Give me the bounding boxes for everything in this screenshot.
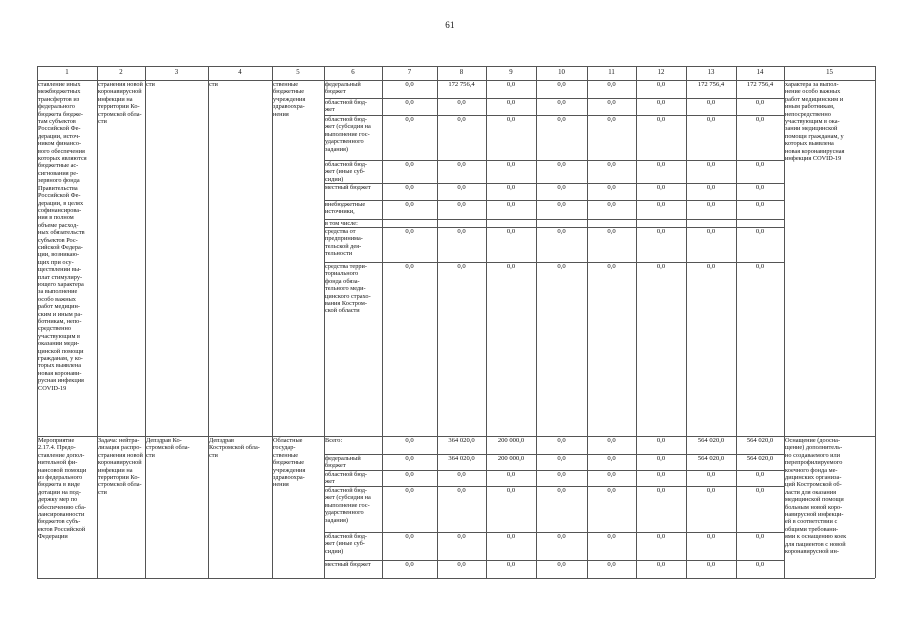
amount-cell: 0,0 bbox=[405, 455, 414, 462]
amount-cell: 0,0 bbox=[607, 161, 616, 168]
amount-cell: 0,0 bbox=[557, 99, 566, 106]
amount-cell: 564 020,0 bbox=[697, 455, 725, 462]
funding-source-label: федеральный бюджет bbox=[325, 455, 361, 469]
amount-cell: 0,0 bbox=[607, 263, 616, 270]
amount-cell: 0,0 bbox=[755, 99, 765, 106]
amount-cell: 0,0 bbox=[607, 99, 616, 106]
amount-cell: 0,0 bbox=[656, 184, 666, 191]
amount-cell: 0,0 bbox=[405, 487, 414, 494]
amount-cell: 0,0 bbox=[557, 201, 566, 208]
text-cell: Областные государ- ственные бюджетные учреждения здравоохра- нения bbox=[273, 437, 306, 489]
amount-cell: 0,0 bbox=[607, 201, 616, 208]
amount-cell: 0,0 bbox=[557, 471, 566, 478]
amount-cell: 0,0 bbox=[557, 263, 566, 270]
amount-cell: 0,0 bbox=[405, 184, 414, 191]
amount-cell: 0,0 bbox=[457, 116, 466, 123]
amount-cell: 0,0 bbox=[457, 487, 466, 494]
amount-cell: 0,0 bbox=[607, 471, 616, 478]
table-rule bbox=[37, 66, 875, 67]
funding-source-label: областной бюд- жет (субсидия на выполнение гос- ударственного задания) bbox=[325, 487, 371, 524]
amount-cell: 0,0 bbox=[706, 184, 716, 191]
amount-cell: 0,0 bbox=[656, 263, 666, 270]
text-cell: Мероприятие 2.17.4. Предо- ставление допол- нительной фи- нансовой помощи из федерального бюджета в виде дотации на под- держку мер по обеспечению сба- лансированности бюджетов субъ- ектов Российской Федерации bbox=[38, 437, 87, 541]
amount-cell: 0,0 bbox=[457, 471, 466, 478]
amount-cell: 0,0 bbox=[506, 201, 516, 208]
amount-cell: 0,0 bbox=[457, 561, 466, 568]
amount-cell: 0,0 bbox=[706, 99, 716, 106]
amount-cell: 0,0 bbox=[405, 116, 414, 123]
amount-cell: 0,0 bbox=[755, 228, 765, 235]
amount-cell: 364 020,0 bbox=[448, 455, 475, 462]
text-cell: сти bbox=[209, 81, 218, 88]
amount-cell: 0,0 bbox=[557, 533, 566, 540]
column-number-header: 11 bbox=[608, 69, 615, 76]
amount-cell: 0,0 bbox=[506, 184, 516, 191]
amount-cell: 0,0 bbox=[405, 471, 414, 478]
text-cell: Оснащение (доосна- щение) дополнитель- но создаваемого или перепрофилируемого коечного фонда ме- дицинских организа- ций Костромской об- ласти для оказания медицинской помощи больным новой коро- навирусной инфекци- ей в соответствии с общими требовани- ями к оснащению коек для пациентов с новой коронавирусной ин- bbox=[785, 437, 847, 556]
amount-cell: 0,0 bbox=[506, 263, 516, 270]
amount-cell: 0,0 bbox=[656, 228, 666, 235]
amount-cell: 0,0 bbox=[457, 201, 466, 208]
table-rule bbox=[486, 66, 487, 578]
amount-cell: 0,0 bbox=[506, 471, 516, 478]
amount-cell: 564 020,0 bbox=[697, 437, 725, 444]
amount-cell: 0,0 bbox=[656, 487, 666, 494]
amount-cell: 0,0 bbox=[457, 228, 466, 235]
column-number-header: 6 bbox=[351, 69, 355, 76]
page-number: 61 bbox=[445, 20, 455, 30]
amount-cell: 0,0 bbox=[405, 161, 414, 168]
amount-cell: 0,0 bbox=[656, 99, 666, 106]
amount-cell: 0,0 bbox=[607, 184, 616, 191]
table-rule bbox=[324, 219, 784, 220]
amount-cell: 0,0 bbox=[557, 437, 566, 444]
column-number-header: 8 bbox=[459, 69, 464, 76]
amount-cell: 0,0 bbox=[405, 228, 414, 235]
amount-cell: 0,0 bbox=[706, 471, 716, 478]
amount-cell: 0,0 bbox=[405, 561, 414, 568]
amount-cell: 0,0 bbox=[506, 487, 516, 494]
amount-cell: 0,0 bbox=[755, 487, 765, 494]
table-rule bbox=[875, 66, 876, 578]
amount-cell: 0,0 bbox=[706, 533, 716, 540]
amount-cell: 0,0 bbox=[506, 561, 516, 568]
amount-cell: 0,0 bbox=[557, 228, 566, 235]
amount-cell: 0,0 bbox=[755, 184, 765, 191]
column-number-header: 13 bbox=[707, 69, 715, 76]
funding-source-label: областной бюд- жет bbox=[325, 99, 368, 114]
funding-source-label: федеральный бюджет bbox=[325, 81, 361, 96]
amount-cell: 0,0 bbox=[656, 116, 666, 123]
text-cell: Депздрав Костромской обла- сти bbox=[209, 437, 260, 459]
amount-cell: 0,0 bbox=[755, 201, 765, 208]
text-cell: ставление иных межбюджетных трансфертов из федерального бюджета бюдже- там субъектов Российской Фе- дерации, источ- ником финансо- вого обеспечения которых являются бюджетные ас- сигнования ре- зервного фонда Правительства Российской Фе- дерации, в целях софинансирова- ния в полном объеме расход- ных обязательств субъектов Рос- сийской Федера- ции, возникаю- щих при осу- ществлении вы- плат стимулиру- ющего характера за выполнение особо важных работ медицин- ским и иным ра- ботникам, непо- средственно участвующим в оказании меди- цинской помощи гражданам, у ко- торых выявлена новая коронави- русная инфекция COVID-19 bbox=[38, 81, 87, 392]
amount-cell: 0,0 bbox=[557, 81, 566, 88]
funding-source-label: местный бюджет bbox=[325, 561, 371, 568]
column-number-header: 14 bbox=[756, 69, 764, 76]
amount-cell: 0,0 bbox=[706, 161, 716, 168]
amount-cell: 0,0 bbox=[557, 116, 566, 123]
table-rule bbox=[382, 66, 383, 578]
amount-cell: 0,0 bbox=[557, 455, 566, 462]
amount-cell: 0,0 bbox=[607, 81, 616, 88]
amount-cell: 0,0 bbox=[607, 437, 616, 444]
funding-source-label: областной бюд- жет bbox=[325, 471, 368, 485]
amount-cell: 0,0 bbox=[457, 99, 466, 106]
table-rule bbox=[587, 66, 588, 578]
table-rule bbox=[37, 578, 875, 579]
text-cell: сти bbox=[146, 81, 155, 88]
amount-cell: 364 020,0 bbox=[448, 437, 475, 444]
column-number-header: 9 bbox=[509, 69, 513, 76]
amount-cell: 0,0 bbox=[656, 81, 666, 88]
amount-cell: 172 756,4 bbox=[746, 81, 774, 88]
text-cell: характера за выпол- нение особо важных работ медицинским и иным работникам, непосредственно участвующим в ока- зании медицинской помощи гражданам, у которых выявлена новая коронавирусная инфекция COVID-19 bbox=[785, 81, 845, 163]
text-cell: Задача: нейтра- лизация распро- странения новой коронавирусной инфекции на территории Ко- стромской обла- сти bbox=[98, 437, 143, 496]
amount-cell: 0,0 bbox=[557, 487, 566, 494]
table-rule bbox=[686, 66, 687, 578]
table-rule bbox=[536, 66, 537, 578]
amount-cell: 0,0 bbox=[706, 487, 716, 494]
column-number-header: 2 bbox=[119, 69, 123, 76]
funding-source-label: средства от предпринима- тельской дея- тельности bbox=[325, 228, 363, 258]
table-rule bbox=[736, 66, 737, 578]
funding-source-label: областной бюд- жет (иные суб- сидии) bbox=[325, 533, 368, 555]
column-number-header: 12 bbox=[657, 69, 665, 76]
amount-cell: 0,0 bbox=[607, 487, 616, 494]
amount-cell: 0,0 bbox=[755, 263, 765, 270]
amount-cell: 0,0 bbox=[656, 201, 666, 208]
amount-cell: 0,0 bbox=[607, 455, 616, 462]
funding-source-label: в том числе: bbox=[325, 220, 358, 226]
amount-cell: 0,0 bbox=[755, 533, 765, 540]
amount-cell: 172 756,4 bbox=[448, 81, 475, 88]
amount-cell: 0,0 bbox=[405, 437, 414, 444]
amount-cell: 564 020,0 bbox=[746, 455, 774, 462]
amount-cell: 0,0 bbox=[607, 228, 616, 235]
amount-cell: 0,0 bbox=[755, 561, 765, 568]
amount-cell: 0,0 bbox=[506, 116, 516, 123]
column-number-header: 10 bbox=[558, 69, 565, 76]
column-number-header: 15 bbox=[826, 69, 833, 76]
funding-source-label: внебюджетные источники, bbox=[325, 201, 366, 216]
text-cell: ственные бюджетные учреждения здравоохра- нения bbox=[273, 81, 306, 118]
amount-cell: 0,0 bbox=[706, 228, 716, 235]
amount-cell: 0,0 bbox=[405, 533, 414, 540]
funding-source-label: местный бюджет bbox=[325, 184, 371, 191]
funding-source-label: областной бюд- жет (субсидия на выполнение гос- ударственного задания) bbox=[325, 116, 371, 153]
amount-cell: 200 000,0 bbox=[497, 455, 525, 462]
amount-cell: 0,0 bbox=[656, 161, 666, 168]
amount-cell: 0,0 bbox=[706, 263, 716, 270]
amount-cell: 0,0 bbox=[607, 561, 616, 568]
amount-cell: 0,0 bbox=[557, 184, 566, 191]
text-cell: Депздрав Ко- стромской обла- сти bbox=[146, 437, 190, 459]
funding-source-label: Всего: bbox=[325, 437, 343, 444]
amount-cell: 0,0 bbox=[656, 437, 666, 444]
amount-cell: 200 000,0 bbox=[497, 437, 525, 444]
funding-source-label: средства терри- ториального фонда обяза- тельного меди- цинского страхо- вания Костром- ской области bbox=[325, 263, 371, 315]
amount-cell: 0,0 bbox=[506, 99, 516, 106]
column-number-header: 1 bbox=[65, 69, 69, 76]
amount-cell: 0,0 bbox=[557, 561, 566, 568]
amount-cell: 0,0 bbox=[656, 533, 666, 540]
amount-cell: 0,0 bbox=[405, 201, 414, 208]
column-number-header: 3 bbox=[174, 69, 179, 76]
amount-cell: 0,0 bbox=[405, 81, 414, 88]
amount-cell: 0,0 bbox=[506, 228, 516, 235]
amount-cell: 0,0 bbox=[506, 161, 516, 168]
text-cell: странения новой коронавирусной инфекции на территории Ко- стромской обла- сти bbox=[98, 81, 143, 126]
amount-cell: 0,0 bbox=[457, 161, 466, 168]
amount-cell: 0,0 bbox=[706, 561, 716, 568]
amount-cell: 0,0 bbox=[506, 81, 516, 88]
amount-cell: 0,0 bbox=[607, 116, 616, 123]
amount-cell: 0,0 bbox=[506, 533, 516, 540]
amount-cell: 0,0 bbox=[405, 263, 414, 270]
amount-cell: 0,0 bbox=[405, 99, 414, 106]
amount-cell: 0,0 bbox=[755, 161, 765, 168]
amount-cell: 0,0 bbox=[755, 116, 765, 123]
amount-cell: 0,0 bbox=[557, 161, 566, 168]
amount-cell: 0,0 bbox=[656, 455, 666, 462]
funding-source-label: областной бюд- жет (иные суб- сидии) bbox=[325, 161, 368, 182]
column-number-header: 5 bbox=[296, 69, 300, 76]
amount-cell: 0,0 bbox=[656, 561, 666, 568]
amount-cell: 0,0 bbox=[607, 533, 616, 540]
amount-cell: 172 756,4 bbox=[697, 81, 725, 88]
table-rule bbox=[437, 66, 438, 578]
amount-cell: 0,0 bbox=[755, 471, 765, 478]
table-rule bbox=[636, 66, 637, 578]
amount-cell: 0,0 bbox=[706, 201, 716, 208]
amount-cell: 0,0 bbox=[706, 116, 716, 123]
amount-cell: 0,0 bbox=[457, 184, 466, 191]
column-number-header: 4 bbox=[238, 69, 242, 76]
amount-cell: 0,0 bbox=[457, 533, 466, 540]
column-number-header: 7 bbox=[407, 69, 412, 76]
amount-cell: 0,0 bbox=[457, 263, 466, 270]
amount-cell: 0,0 bbox=[656, 471, 666, 478]
amount-cell: 564 020,0 bbox=[746, 437, 774, 444]
